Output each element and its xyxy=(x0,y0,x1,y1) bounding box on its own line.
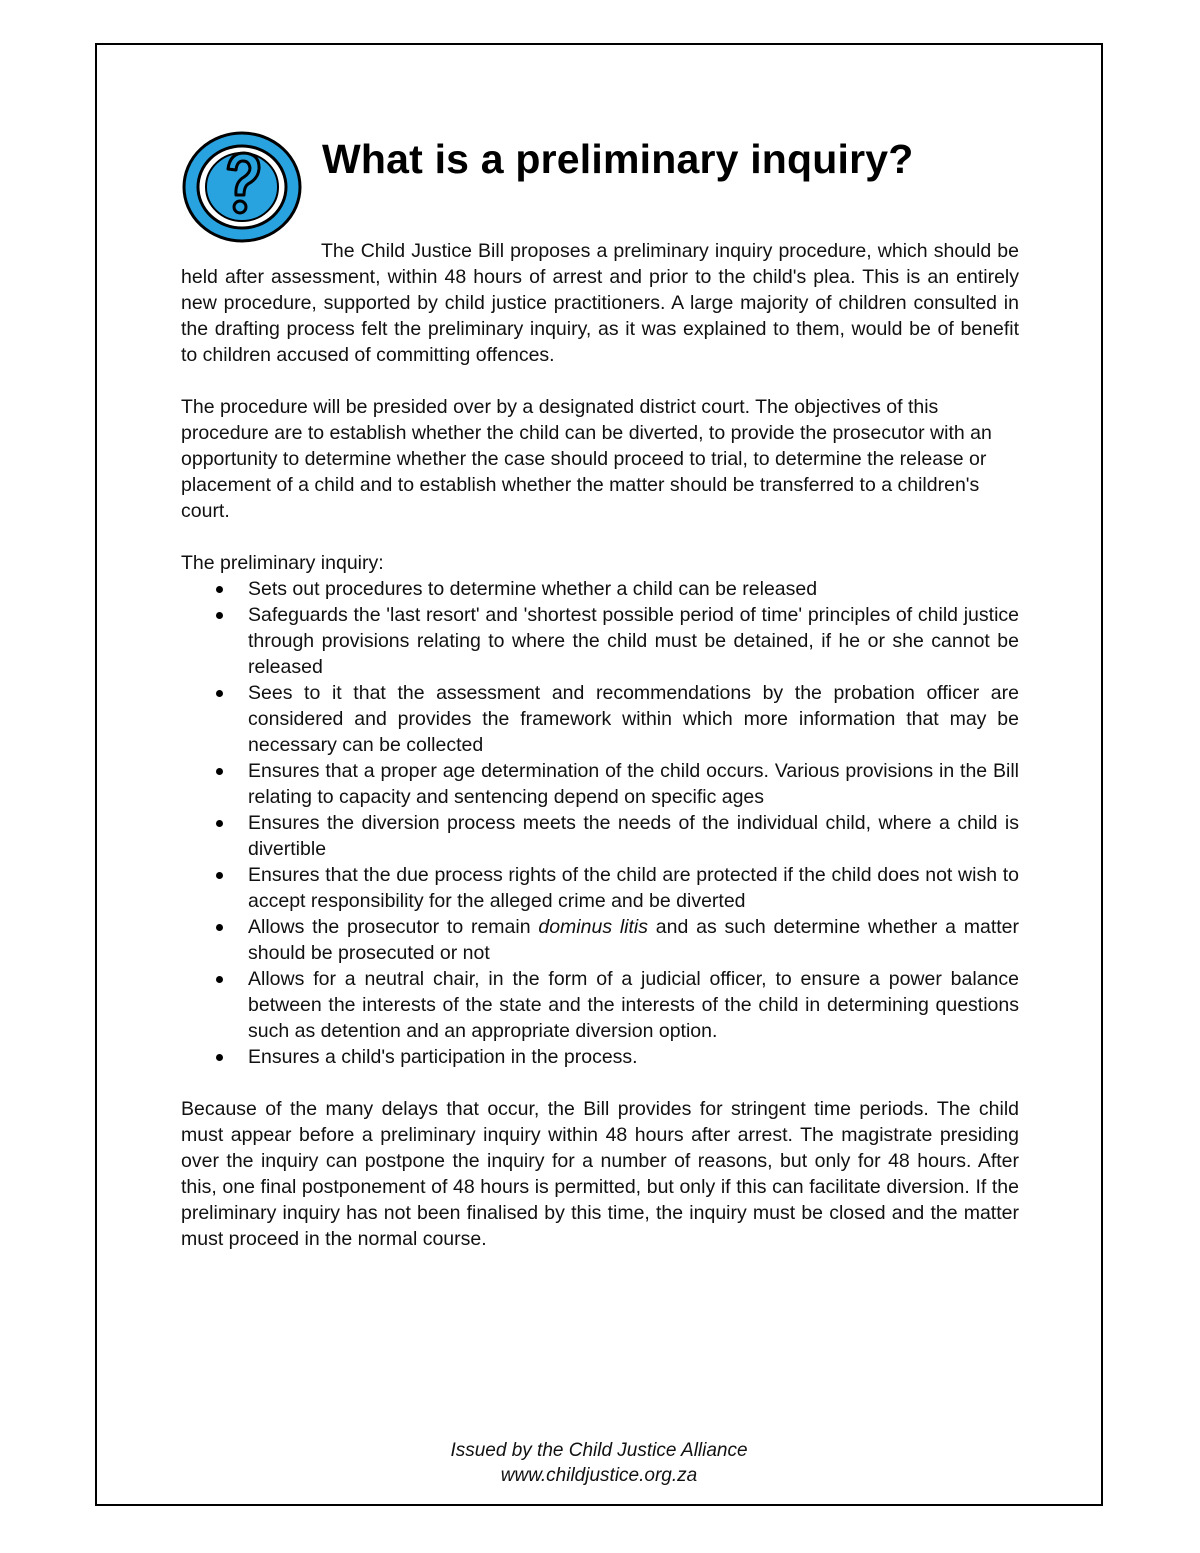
objectives-paragraph: The procedure will be presided over by a designated district court. The objectives of this procedure are to establish whether the child can be diverted, to provide the prosecutor with an opportunity to determine whether the case should proceed to trial, to determine the release or placement of a child and to establish whether the matter should be transferred to a children's court. xyxy=(181,396,992,522)
latin-term: dominus litis xyxy=(538,916,649,938)
closing-paragraph: Because of the many delays that occur, the Bill provides for stringent time periods. The child must appear before a preliminary inquiry within 48 hours after arrest. The magistrate presiding over the inquiry can postpone the inquiry for a number of reasons, but only for 48 hours. After this, one final postponement of 48 hours is permitted, but only if this can facilitate diversion. If the preliminary inquiry has not been finalised by this time, the inquiry must be closed and the matter must proceed in the normal course. xyxy=(181,1098,1019,1250)
bullet-icon xyxy=(216,768,223,775)
bullet-icon xyxy=(216,872,223,879)
bullet-icon xyxy=(216,1054,223,1061)
footer-issuer: Issued by the Child Justice Alliance xyxy=(450,1440,748,1461)
document-body xyxy=(181,238,1019,1252)
bullet-icon xyxy=(216,976,223,983)
bullet-icon xyxy=(216,612,223,619)
list-item: Sees to it that the assessment and recommendations by the probation officer are considered and provides the framework within which more information that may be necessary can be collected xyxy=(181,680,1019,758)
list-intro: The preliminary inquiry: xyxy=(181,552,384,574)
page-title: What is a preliminary inquiry? xyxy=(322,136,914,182)
list-item: Ensures that the due process rights of the child are protected if the child does not wish to accept responsibility for the alleged crime and be diverted xyxy=(181,862,1019,914)
list-item: Allows for a neutral chair, in the form of a judicial officer, to ensure a power balance between the interests of the state and the interests of the child in determining questions such as detention and an appropriate diversion option. xyxy=(181,966,1019,1044)
bullet-icon xyxy=(216,690,223,697)
question-mark-icon xyxy=(178,127,308,245)
intro-paragraph: The Child Justice Bill proposes a preliminary inquiry procedure, which should be held after assessment, within 48 hours of arrest and prior to the child's plea. This is an entirely new procedure, supported by child justice practitioners. A large majority of children consulted in the drafting process felt the preliminary inquiry, as it was explained to them, would be of benefit to children accused of committing offences. xyxy=(181,240,1019,366)
list-item: Sets out procedures to determine whether a child can be released xyxy=(181,576,1019,602)
footer xyxy=(95,1438,1103,1488)
list-item: Ensures a child's participation in the process. xyxy=(181,1044,1019,1070)
footer-url[interactable]: www.childjustice.org.za xyxy=(500,1465,698,1486)
list-item: Ensures that a proper age determination of the child occurs. Various provisions in the Bill relating to capacity and sentencing depend on specific ages xyxy=(181,758,1019,810)
list-item: Ensures the diversion process meets the needs of the individual child, where a child is divertible xyxy=(181,810,1019,862)
list-item: Allows the prosecutor to remain dominus litis and as such determine whether a matter should be prosecuted or not xyxy=(181,914,1019,966)
list-item: Safeguards the 'last resort' and 'shortest possible period of time' principles of child justice through provisions relating to where the child must be detained, if he or she cannot be released xyxy=(181,602,1019,680)
bullet-icon xyxy=(216,820,223,827)
bullet-icon xyxy=(216,924,223,931)
bullet-icon xyxy=(216,586,223,593)
bullet-list xyxy=(181,576,1019,1070)
